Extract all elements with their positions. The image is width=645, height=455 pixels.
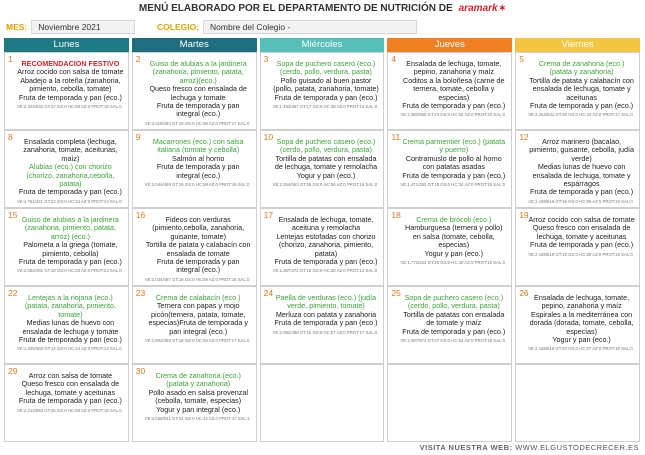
menu-text [516, 131, 639, 206]
menu-text [5, 53, 128, 111]
footer-label: VISITA NUESTRA WEB: [419, 443, 513, 452]
day-cell-3 [260, 52, 385, 130]
day-number: 12 [519, 132, 529, 142]
day-cell-10 [260, 130, 385, 208]
day-cell-22 [4, 286, 129, 364]
day-cell-16 [132, 208, 257, 286]
menu-dish: Pollo guisado al buen pastor (pollo, patata, zanahoria, tomate) [273, 75, 379, 94]
day-cell-1 [4, 52, 129, 130]
day-cell-2 [132, 52, 257, 130]
day-cell-12 [515, 130, 640, 208]
weekday-jueves: Jueves [387, 38, 512, 52]
nutrition-info: VE:2.082/498 GT:15 GS:0 HC:67 AZ:0 PROT:17 SAL:0 [272, 329, 378, 335]
menu-dish: Fruta de temporada y pan integral (eco.) [156, 101, 240, 119]
menu-dish: Crema de calabacín (eco.) [155, 293, 241, 302]
day-number: 17 [263, 210, 274, 220]
day-cell-30 [132, 364, 257, 442]
day-cell-11 [387, 130, 512, 208]
menu-dish: Tortilla de patata y calabacín con ensalada de tomate [145, 240, 251, 258]
day-number: 24 [263, 288, 274, 298]
menu-text [133, 287, 256, 345]
nutrition-info: VE:1.903/455 GT:18 GS:0 HC:50 AZ:0 PROT:17 SAL:0 [144, 338, 250, 344]
nutrition-info: VE:2.397/574 GT:27 GS:0 HC:64 AZ:0 PROT:18 SAL:0 [400, 338, 506, 344]
menu-dish: Fruta de temporada y pan (eco.) [402, 326, 506, 336]
empty-cell [260, 364, 385, 442]
day-cell-15 [4, 208, 129, 286]
nutrition-info: VE:2.169/519 GT:19 GS:0 HC:59 AZ:0 PROT:19 SAL:0 [528, 251, 633, 257]
nutrition-info: VE:2.254/563 GT:26 GS:0 HC:56 AZ:0 PROT:16 SAL:0 [272, 182, 378, 188]
nutrition-info: VE:1.471/352 GT:15 GS:0 HC:34 AZ:0 PROT:15 SAL:0 [400, 182, 506, 188]
menu-dish: Fruta de temporada y pan (eco.) [530, 101, 634, 111]
day-number: 18 [391, 210, 401, 220]
menu-text [261, 53, 384, 111]
menu-dish: Ensalada de lechuga, tomate, pepino, zanahoria y maíz [534, 293, 630, 311]
menu-dish: Medias lunas de huevo con ensalada de lechuga y tomate [22, 318, 119, 336]
menu-dish: Abadejo a la roteña (zanahoria, pimiento, cebolla, tomate) [20, 75, 121, 94]
nutrition-info: VE:2.213/553 GT:25 GS:0 HC:58 AZ:0 PROT:18 SAL:0 [17, 407, 122, 413]
menu-dish: Espirales a la mediterránea con dorada (dorada, tomate, cebolla, especias) [529, 309, 634, 336]
menu-dish: Fruta de temporada y pan (eco.) [18, 187, 122, 197]
nutrition-info: VE:1.325/365 GT:14 GS:0 HC:44 AZ:0 PROT:14 SAL:0 [17, 346, 122, 352]
nutrition-info: VE:2.018/483 GT:19 GS:0 HC:56 AZ:0 PROT:17 SAL:0 [144, 120, 250, 126]
footer [420, 443, 639, 452]
nutrition-info: VE:2.380/569 GT:23 GS:0 HC:62 AZ:0 PROT:20 SAL:0 [400, 112, 506, 118]
menu-dish: Fruta de temporada y pan (eco.) [402, 101, 506, 111]
day-number: 2 [135, 54, 141, 64]
menu-text [516, 365, 639, 372]
menu-dish: Guiso de alubias a la jardinera (zanahoria, pimiento, patata, arroz) (eco.) [21, 215, 119, 241]
weekday-martes: Martes [132, 38, 257, 52]
nutrition-info: VE:2.165/518 GT:23 GS:0 HC:57 AZ:0 PROT:19 SAL:0 [528, 346, 633, 352]
day-cell-8 [4, 130, 129, 208]
menu-dish: Fruta de temporada y pan (eco.) [402, 170, 506, 180]
nutrition-info: VE:2.263/541 GT:29 GS:0 HC:44 AZ:0 PROT:17 SAL:0 [528, 112, 633, 118]
menu-title: MENÚ ELABORADO POR EL DEPARTAMENTO DE NUTRICIÓN DE [138, 3, 453, 14]
menu-text [261, 287, 384, 337]
menu-dish: Fruta de temporada y pan (eco.) [18, 335, 122, 345]
menu-dish: Coditos a la boloñesa (carne de ternera, tomate, cebolla y especias) [403, 75, 505, 102]
menu-dish: Tortilla de patata y calabacín con ensalada de lechuga, tomate y aceitunas [529, 75, 634, 102]
menu-dish: Paella de verduras (eco.) (judía verde, pimiento, tomate) [275, 293, 377, 311]
day-number: 9 [135, 132, 141, 142]
nutrition-info: VE:2.224/532 GT:27 GS:0 HC:58 AZ:0 PROT:18 SAL:0 [17, 104, 122, 110]
day-cell-4 [387, 52, 512, 130]
day-number: 10 [263, 132, 274, 142]
menu-dish: Fruta de temporada y pan integral (eco.) [156, 162, 240, 180]
menu-dish: Ternera con papas y mojo picón(ternera, patata, tomate, especias)Fruta de temporada y pan integral (eco.) [148, 301, 248, 336]
menu-text [133, 53, 256, 128]
nutrition-info: VE:2.638/631 GT:24 GS:0 HC:42 AZ:0 PROT:47 SAL:1 [144, 416, 250, 422]
nutrition-info: VE:2.034/487 GT:18 GS:0 HC:59 AZ:0 PROT:18 SAL:0 [144, 276, 250, 282]
day-number: 19 [519, 210, 529, 220]
menu-text [388, 131, 511, 189]
day-number: 29 [8, 366, 18, 376]
menu-dish: Sopa de puchero casero (eco.) (cerdo, pollo, verdura, pasta) [404, 293, 504, 311]
day-cell-5 [515, 52, 640, 130]
menu-dish: Sopa de puchero casero (eco.) (cerdo, pollo, verdura, pasta) [276, 59, 376, 77]
menu-text [261, 131, 384, 189]
nutrition-info: VE:2.169/519 GT:19 GS:0 HC:59 AZ:0 PROT:19 SAL:0 [528, 198, 633, 204]
day-number: 30 [135, 366, 146, 376]
day-number: 4 [391, 54, 397, 64]
menu-dish: Queso fresco con ensalada de lechuga, tomate y aceitunas [532, 223, 631, 241]
menu-text [516, 209, 639, 259]
day-number: 25 [391, 288, 401, 298]
menu-text [133, 365, 256, 423]
menu-text [133, 131, 256, 189]
menu-dish: Sopa de puchero casero (eco.) (cerdo, pollo, verdura, pasta) [276, 137, 376, 155]
menu-dish: Fruta de temporada y pan integral (eco.) [156, 257, 240, 275]
day-cell-9 [132, 130, 257, 208]
menu-dish: Hamburguesa (ternera y pollo) en salsa (tomate, cebolla, especias) [405, 223, 503, 250]
month-label: MES: [6, 21, 28, 32]
menu-text [5, 287, 128, 354]
nutrition-info: VE:1.494/357 GT:17 GS:0 HC:38 AZ:0 PROT:14 SAL:0 [272, 104, 378, 110]
menu-text [5, 131, 128, 206]
empty-cell [387, 364, 512, 442]
menu-dish: Pollo asado en salsa provenzal (cebolla, tomate, especias) [148, 387, 248, 406]
menu-text [388, 53, 511, 120]
menu-text [261, 209, 384, 276]
menu-dish: Queso fresco con ensalada de lechuga y tomate [149, 84, 247, 102]
menu-dish: Arroz marinero (bacalao, pimiento, guisante, cebolla, judía verde) [529, 137, 634, 163]
menu-calendar-grid [4, 52, 640, 442]
brand-logo: aramark [458, 3, 498, 14]
menu-dish: Guiso de alubias a la jardinera (zanahoria, pimiento, patata, arroz)(eco.) [149, 59, 247, 85]
menu-text [388, 209, 511, 267]
menu-dish: Lentejas a la riojana (eco.) (patata, zanahoria, pimiento, tomate) [24, 293, 116, 319]
menu-text [516, 53, 639, 120]
menu-dish: Crema de zanahoria (eco.) (patata y zanahoria) [155, 371, 241, 389]
menu-dish: Arroz cocido con salsa de tomate [528, 215, 635, 224]
menu-dish: Fruta de temporada y pan (eco.) [18, 92, 122, 102]
day-cell-17 [260, 208, 385, 286]
day-number: 5 [519, 54, 524, 64]
menu-dish: Medias lunas de huevo con ensalada de lechuga, tomate y espárragos [532, 162, 631, 189]
day-cell-23 [132, 286, 257, 364]
menu-text [388, 287, 511, 345]
menu-dish: RECOMENDACION FESTIVO [21, 59, 120, 68]
menu-text [5, 209, 128, 276]
weekday-miércoles: Miércoles [260, 38, 385, 52]
menu-dish: Salmón al horno [172, 153, 225, 163]
nutrition-info: VE:1.357/372 GT:16 GS:0 HC:30 AZ:0 PROT:14 SAL:0 [272, 268, 378, 274]
month-value: Noviembre 2021 [31, 20, 135, 34]
menu-dish: Fruta de temporada y pan (eco.) [274, 257, 378, 267]
day-number: 11 [391, 132, 401, 142]
menu-header [0, 3, 645, 14]
day-number: 3 [263, 54, 269, 64]
menu-dish: Lentejas estofadas con chorizo (chorizo, zanahoria, pimiento, patata) [276, 231, 376, 258]
menu-dish: Arroz con salsa de tomate [28, 371, 113, 380]
menu-text [133, 209, 256, 284]
menu-dish: Crema de zanahoria (eco.) (patata y zanahoria) [538, 59, 625, 77]
menu-dish: Fideos con verduras (pimiento,cebolla, zanahoria, guisante, tomate) [152, 215, 245, 241]
menu-dish: Yogur y pan (eco.) [552, 335, 611, 345]
school-field [157, 20, 417, 33]
menu-dish: Yogur y pan integral (eco.) [156, 404, 241, 414]
day-number: 15 [8, 210, 18, 220]
day-cell-29 [4, 364, 129, 442]
menu-dish: Tortilla de patatas con ensalada de tomate y maíz [403, 309, 505, 328]
day-number: 16 [135, 210, 146, 220]
menu-dish: Crema de brócoli (eco.) [416, 215, 492, 224]
weekday-viernes: Viernes [515, 38, 640, 52]
menu-dish: Macarrones (eco.) con salsa italiana (tomate y cebolla) [152, 137, 244, 155]
menu-dish: Crema parmentier (eco.) (patata y puerro) [402, 137, 506, 155]
menu-text [5, 365, 128, 415]
menu-dish: Yogur y pan (eco.) [424, 248, 484, 258]
nutrition-info: VE:1.761/421 GT:22 GS:0 HC:44 AZ:0 PROT:14 SAL:0 [17, 198, 122, 204]
menu-dish: Fruta de temporada y pan (eco.) [18, 257, 122, 267]
menu-text [388, 365, 511, 372]
day-number: 23 [135, 288, 146, 298]
menu-dish: Fruta de temporada y pan (eco.) [274, 318, 378, 328]
day-number: 8 [8, 132, 13, 142]
day-cell-24 [260, 286, 385, 364]
empty-cell [515, 364, 640, 442]
weekday-header-row [4, 38, 640, 52]
nutrition-info: VE:2.044/489 GT:19 GS:0 HC:58 AZ:0 PROT:19 SAL:0 [144, 182, 250, 188]
menu-dish: Yogur y pan (eco.) [296, 170, 356, 180]
menu-dish: Ensalada completa (lechuga, zanahoria, tomate, aceitunas, maíz) [23, 137, 118, 163]
menu-dish: Fruta de temporada y pan (eco.) [530, 240, 634, 250]
menu-text [261, 365, 384, 372]
day-cell-25 [387, 286, 512, 364]
menu-text [516, 287, 639, 354]
day-number: 22 [8, 288, 18, 298]
menu-dish: Ensalada de lechuga, tomate, aceituna y remolacha [278, 215, 374, 233]
menu-dish: Ensalada de lechuga, tomate, pepino, zanahoria y maíz [406, 59, 502, 77]
menu-dish: Merluza con patata y zanahoria [275, 309, 377, 319]
day-cell-19 [515, 208, 640, 286]
weekday-lunes: Lunes [4, 38, 129, 52]
menu-dish: Alubias (eco.) con chorizo (chorizo, zanahoria,cebolla, patata) [26, 162, 115, 189]
day-cell-18 [387, 208, 512, 286]
menu-dish: Fruta de temporada y pan (eco.) [18, 396, 122, 406]
menu-dish: Contramuslo de pollo al horno con patatas asadas [405, 153, 502, 172]
school-value: Nombre del Colegio - [203, 20, 417, 34]
school-label: COLEGIO: [157, 21, 200, 32]
month-field [6, 20, 135, 33]
footer-url[interactable]: WWW.ELGUSTODECRECER.ES [515, 443, 639, 452]
day-number: 26 [519, 288, 529, 298]
menu-dish: Queso fresco con ensalada de lechuga, tomate y aceitunas [21, 379, 120, 397]
menu-dish: Tortilla de patatas con ensalada de lechuga, tomate y remolacha [274, 153, 378, 172]
day-number: 1 [8, 54, 13, 64]
day-cell-26 [515, 286, 640, 364]
menu-dish: Palometa a la griega (tomate, pimiento, cebolla) [23, 240, 118, 258]
menu-dish: Arroz cocido con salsa de tomate [17, 67, 124, 77]
menu-dish: Fruta de temporada y pan (eco.) [274, 92, 378, 102]
menu-dish: Fruta de temporada y pan (eco.) [530, 187, 634, 197]
star-icon: ✶ [498, 3, 507, 13]
nutrition-info: VE:1.773/424 GT:20 GS:0 HC:40 AZ:0 PROT:19 SAL:0 [400, 260, 506, 266]
nutrition-info: VE:2.052/491 GT:19 GS:0 HC:53 AZ:0 PROT:23 SAL:0 [17, 268, 122, 274]
